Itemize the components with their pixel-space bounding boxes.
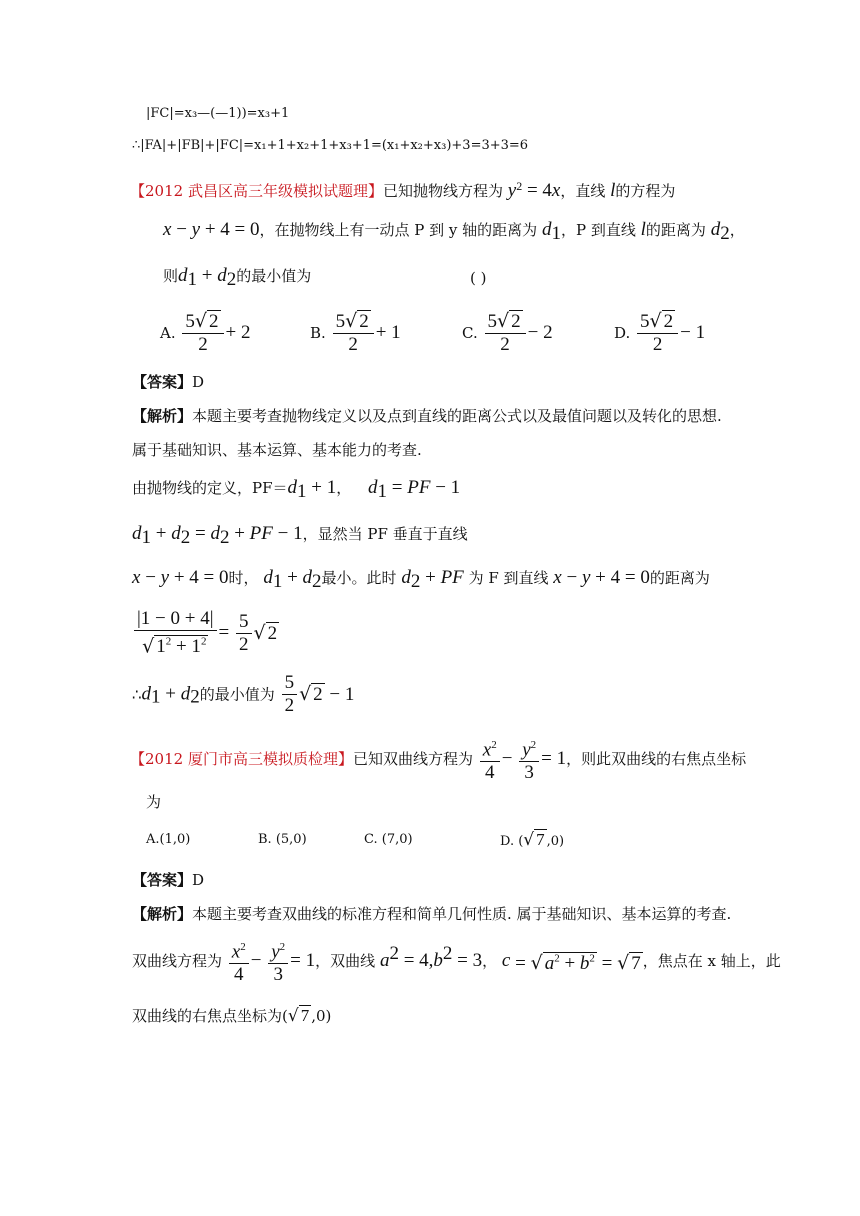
q1-conclusion: $\therefore d_1 + d_2$的最小值为 $\frac{5}{2}$ √ 2 − 1 xyxy=(132,672,355,716)
q2-source-tag: 【2012 厦门市高三模拟质检理】 xyxy=(130,750,353,769)
q1-explanation-1: 【解析】本题主要考查抛物线定义以及点到直线的距离公式以及最值问题以及转化的思想. xyxy=(132,407,722,425)
q2-option-b: B. (5,0) xyxy=(258,832,307,847)
q1-source-tag: 【2012 武昌区高三年级模拟试题理】 xyxy=(130,182,383,200)
q1-explanation-4: $d_1 + d_2 = d_2$ + PF − 1，显然当 PF 垂直于直线 xyxy=(132,523,468,548)
q1-option-b: B. $\frac{5√ 2}{2}$ + 1 xyxy=(310,310,401,355)
q2-option-c: C. (7,0) xyxy=(364,832,413,847)
q1-option-d: D. $\frac{5√ 2}{2}$ − 1 xyxy=(614,310,706,355)
line-fc: |FC|=x₃—(—1))=x₃+1 xyxy=(146,106,290,121)
q2-answer: 【答案】D xyxy=(132,871,205,889)
q2-option-d: D. (√ 7 ,0) xyxy=(500,830,565,850)
q1-distance-formula: $\frac{|1 - 0 + 4|}{√ 1^2 + 1^2}$ = $\frac{5}{2}$ √ 2 xyxy=(132,608,279,662)
q2-option-a: A.(1,0) xyxy=(146,832,191,847)
q1-line1: 【2012 武昌区高三年级模拟试题理】已知抛物线方程为 $y^2 = 4x$，直线 l的方程为 xyxy=(130,179,676,201)
q1-answer: 【答案】D xyxy=(132,373,205,391)
q1-answer-paren: ( ) xyxy=(470,269,487,287)
q1-line2: x − y + 4 = 0，在抛物线上有一动点 P 到 y 轴的距离为 $d_1$，P 到直线 l的距离为 $d_2$， xyxy=(163,219,745,244)
q2-explanation-3: 双曲线的右焦点坐标为(√ 7 ,0) xyxy=(132,1006,332,1026)
q2-line1: 【2012 厦门市高三模拟质检理】已知双曲线方程为 $\frac{x^2}{4}$ − $\frac{y^2}{3}$ = 1，则此双曲线的右焦点坐标 xyxy=(130,734,746,782)
q2-explanation-2: 双曲线方程为 $\frac{x^2}{4}$ − $\frac{y^2}{3}$ = 1，双曲线 $a^2 = 4,b^2 = 3$， c = √ $a^2 + b^2$ = √ 7 ，焦点在 x 轴上，此 xyxy=(132,936,781,986)
q1-explanation-2: 属于基础知识、基本运算、基本能力的考查. xyxy=(132,441,422,459)
q2-line2: 为 xyxy=(146,793,162,811)
q1-option-a: A. $\frac{5√ 2}{2}$ + 2 xyxy=(160,310,251,355)
q1-explanation-3: 由抛物线的定义，$PF=d_1 + 1$， $d_1$ = PF − 1 xyxy=(132,477,461,502)
q2-explanation-1: 【解析】本题主要考查双曲线的标准方程和简单几何性质. 属于基础知识、基本运算的考查. xyxy=(132,905,732,923)
q1-explanation-5: x − y + 4 = 0时， $d_1 + d_2$最小。此时 $d_2$ + PF 为 F 到直线 x − y + 4 = 0的距离为 xyxy=(132,567,710,592)
line-sum: ∴|FA|+|FB|+|FC|=x₁+1+x₂+1+x₃+1=(x₁+x₂+x₃)+3=3+3=6 xyxy=(132,138,529,153)
q1-line3: 则$d_1 + d_2$的最小值为 xyxy=(163,265,312,290)
q1-text: 已知抛物线方程为 xyxy=(382,182,503,200)
q1-option-c: C. $\frac{5√ 2}{2}$ − 2 xyxy=(462,310,553,355)
